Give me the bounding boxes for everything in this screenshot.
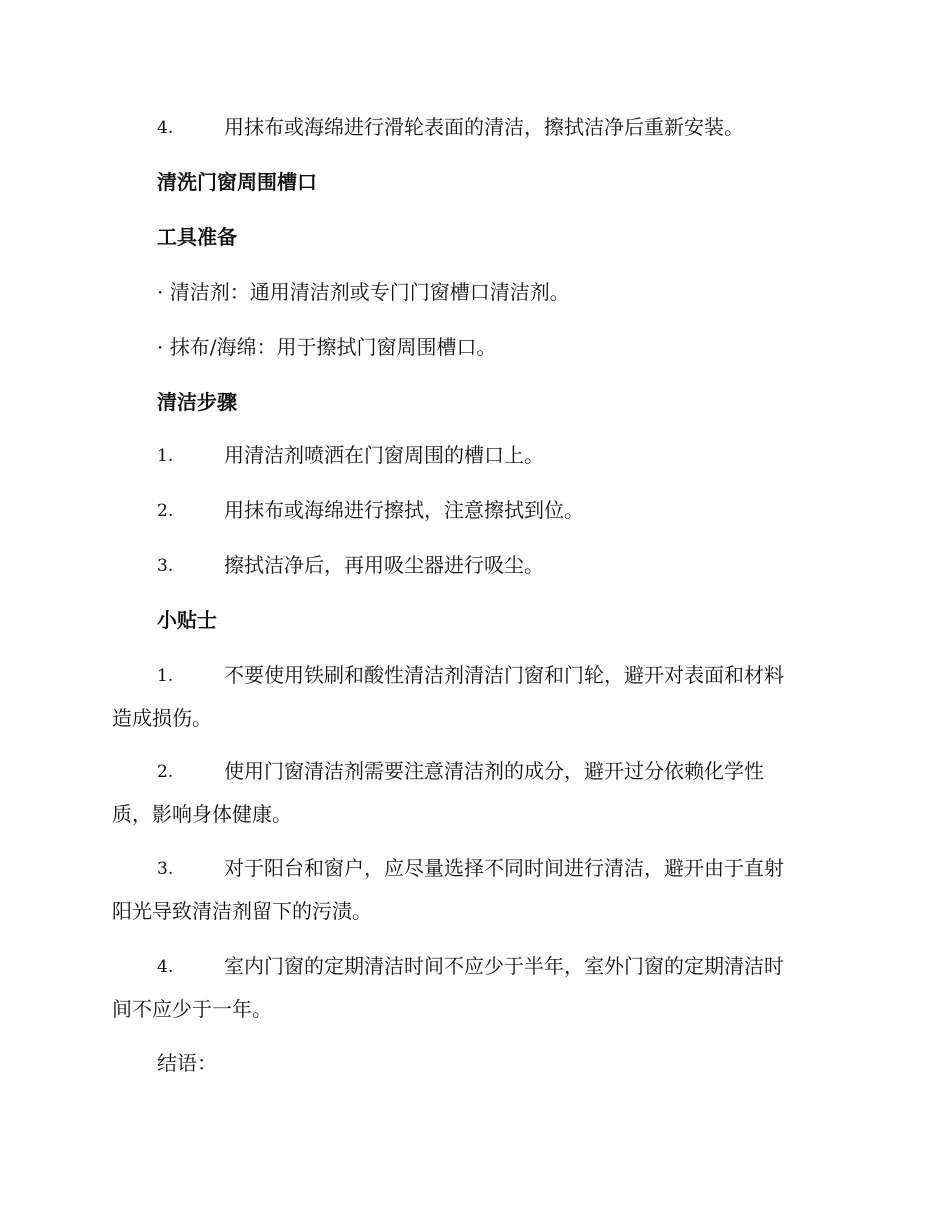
tip-text-line2: 间不应少于一年。	[112, 997, 272, 1021]
tip-text-line1: 对于阳台和窗户，应尽量选择不同时间进行清洁，避开由于直射	[224, 856, 784, 880]
step-number: 1.	[157, 446, 174, 466]
step-text: 用清洁剂喷洒在门窗周围的槽口上。	[224, 443, 544, 467]
tip-text-line1: 不要使用铁刷和酸性清洁剂清洁门窗和门轮，避开对表面和材料	[224, 663, 784, 687]
tool-item: · 抹布/海绵：用于擦拭门窗周围槽口。	[157, 335, 497, 359]
steps-heading: 清洁步骤	[157, 390, 237, 414]
tip-text-line1: 室内门窗的定期清洁时间不应少于半年，室外门窗的定期清洁时	[224, 954, 784, 978]
tip-text-line2: 质，影响身体健康。	[112, 802, 292, 826]
step-number: 4.	[157, 118, 174, 138]
section-title: 清洗门窗周围槽口	[157, 170, 317, 194]
step-text: 用抹布或海绵进行滑轮表面的清洁，擦拭洁净后重新安装。	[224, 115, 744, 139]
tip-text-line2: 造成损伤。	[112, 706, 212, 730]
tip-number: 4.	[157, 957, 174, 977]
tip-number: 3.	[157, 859, 174, 879]
tip-text-line2: 阳光导致清洁剂留下的污渍。	[112, 899, 372, 923]
tools-heading: 工具准备	[157, 225, 237, 249]
step-text: 擦拭洁净后，再用吸尘器进行吸尘。	[224, 553, 544, 577]
tip-number: 1.	[157, 666, 174, 686]
tip-text-line1: 使用门窗清洁剂需要注意清洁剂的成分，避开过分依赖化学性	[224, 759, 764, 783]
tip-number: 2.	[157, 762, 174, 782]
step-text: 用抹布或海绵进行擦拭，注意擦拭到位。	[224, 498, 584, 522]
step-number: 3.	[157, 556, 174, 576]
step-number: 2.	[157, 501, 174, 521]
tips-heading: 小贴士	[157, 608, 217, 632]
conclusion-label: 结语：	[157, 1051, 217, 1075]
tool-item: · 清洁剂：通用清洁剂或专门门窗槽口清洁剂。	[157, 280, 570, 304]
